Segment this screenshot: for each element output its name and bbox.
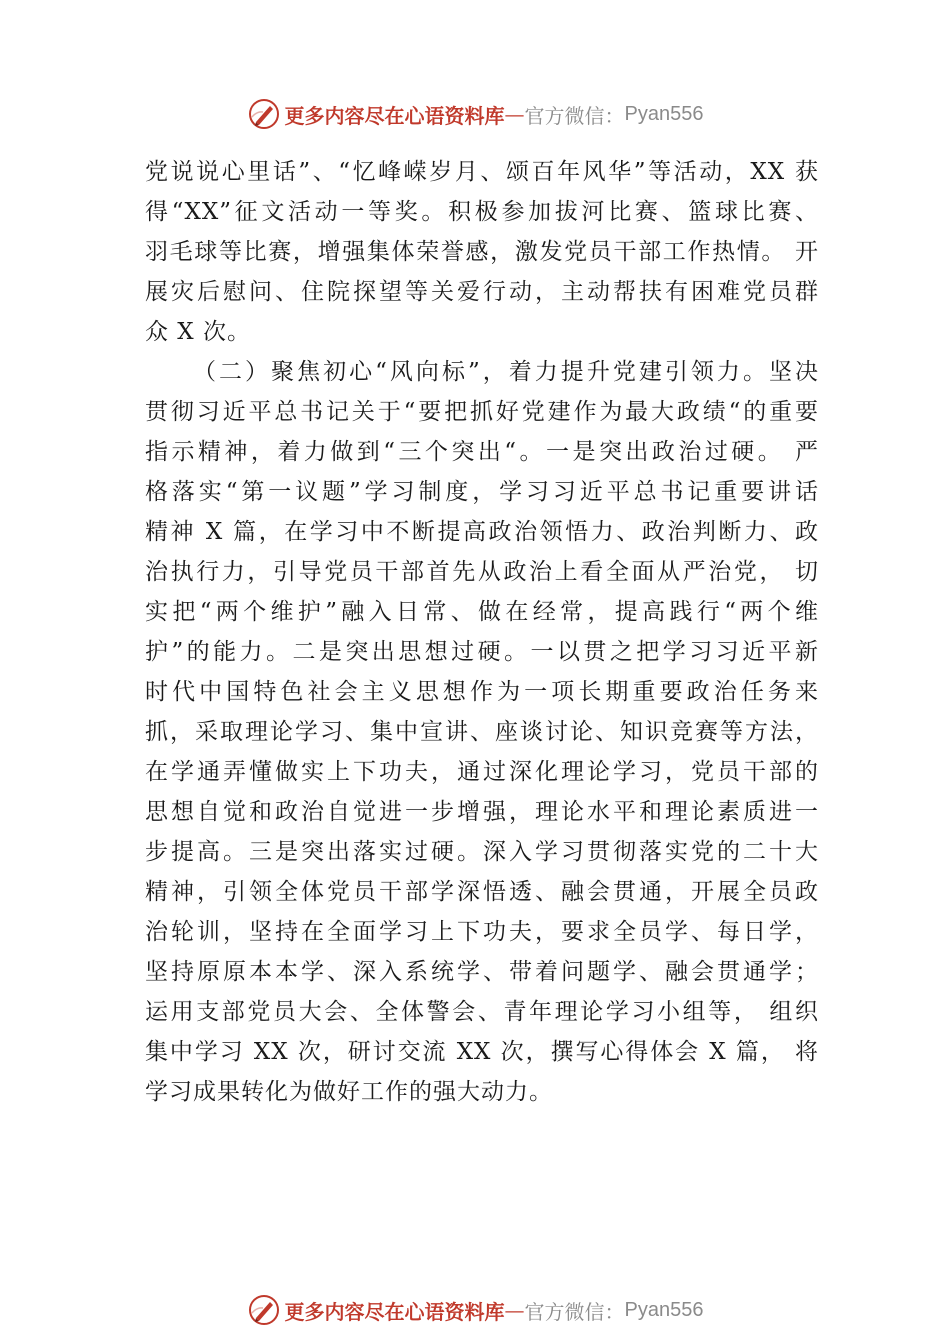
text-line: 思想自觉和政治自觉进一步增强，理论水平和理论素质进一 (145, 799, 819, 825)
footer-watermark-banner (0, 1290, 950, 1330)
text-line: 步提高。三是突出落实过硬。深入学习贯彻落实党的二十大 (145, 839, 819, 865)
paragraph (145, 352, 819, 1112)
pen-logo-icon (247, 1293, 281, 1327)
header-watermark-banner (0, 94, 950, 134)
text-line: 在学通弄懂做实上下功夫，通过深化理论学习，党员干部的 (145, 759, 819, 785)
text-line: 护”的能力。二是突出思想过硬。一以贯之把学习习近平新 (145, 639, 819, 665)
banner-separator: — (504, 102, 525, 126)
text-line: 党说说心里话”、“忆峰嵘岁月、颂百年风华”等活动，XX 获 (145, 159, 819, 185)
banner-separator: — (504, 1298, 525, 1322)
text-line: 精神 X 篇，在学习中不断提高政治领悟力、政治判断力、政 (145, 519, 819, 545)
banner-wechat-label: 官方微信： (524, 1299, 625, 1324)
text-line: 治轮训，坚持在全面学习上下功夫，要求全员学、每日学， (145, 919, 819, 945)
text-line: 精神，引领全体党员干部学深悟透、融会贯通，开展全员政 (145, 879, 819, 905)
text-line: 运用支部党员大会、全体警会、青年理论学习小组等， 组织 (145, 999, 819, 1025)
document-body (145, 152, 819, 1112)
text-line: 学习成果转化为做好工作的强大动力。 (145, 1079, 553, 1105)
banner-wechat-id: Pyan556 (624, 1298, 704, 1321)
text-line: 羽毛球等比赛，增强集体荣誉感，激发党员干部工作热情。 开 (145, 239, 819, 265)
text-line: 时代中国特色社会主义思想作为一项长期重要政治任务来 (145, 679, 819, 705)
text-line: 格落实“第一议题”学习制度，学习习近平总书记重要讲话 (145, 479, 819, 505)
text-line: 实把“两个维护”融入日常、做在经常，提高践行“两个维 (145, 599, 819, 625)
banner-title: 更多内容尽在心语资料库 (284, 1299, 505, 1324)
text-line: 集中学习 XX 次，研讨交流 XX 次，撰写心得体会 X 篇， 将 (145, 1039, 819, 1065)
paragraph (145, 152, 819, 352)
text-line: 抓，采取理论学习、集中宣讲、座谈讨论、知识竞赛等方法， (145, 719, 819, 745)
banner-title: 更多内容尽在心语资料库 (284, 103, 505, 128)
text-line: 展灾后慰问、住院探望等关爱行动，主动帮扶有困难党员群 (145, 279, 819, 305)
text-line: 得“XX”征文活动一等奖。积极参加拔河比赛、篮球比赛、 (145, 199, 819, 225)
banner-wechat-label: 官方微信： (524, 103, 625, 128)
text-line: 众 X 次。 (145, 319, 251, 345)
text-line: 坚持原原本本学、深入系统学、带着问题学、融会贯通学； (145, 959, 819, 985)
pen-logo-icon (247, 97, 281, 131)
banner-wechat-id: Pyan556 (624, 102, 704, 125)
text-line: 指示精神，着力做到“三个突出“。一是突出政治过硬。 严 (145, 439, 819, 465)
text-line: 治执行力，引导党员干部首先从政治上看全面从严治党， 切 (145, 559, 819, 585)
text-line: （二）聚焦初心“风向标”，着力提升党建引领力。坚决 (193, 359, 819, 385)
text-line: 贯彻习近平总书记关于“要把抓好党建作为最大政绩“的重要 (145, 399, 819, 425)
